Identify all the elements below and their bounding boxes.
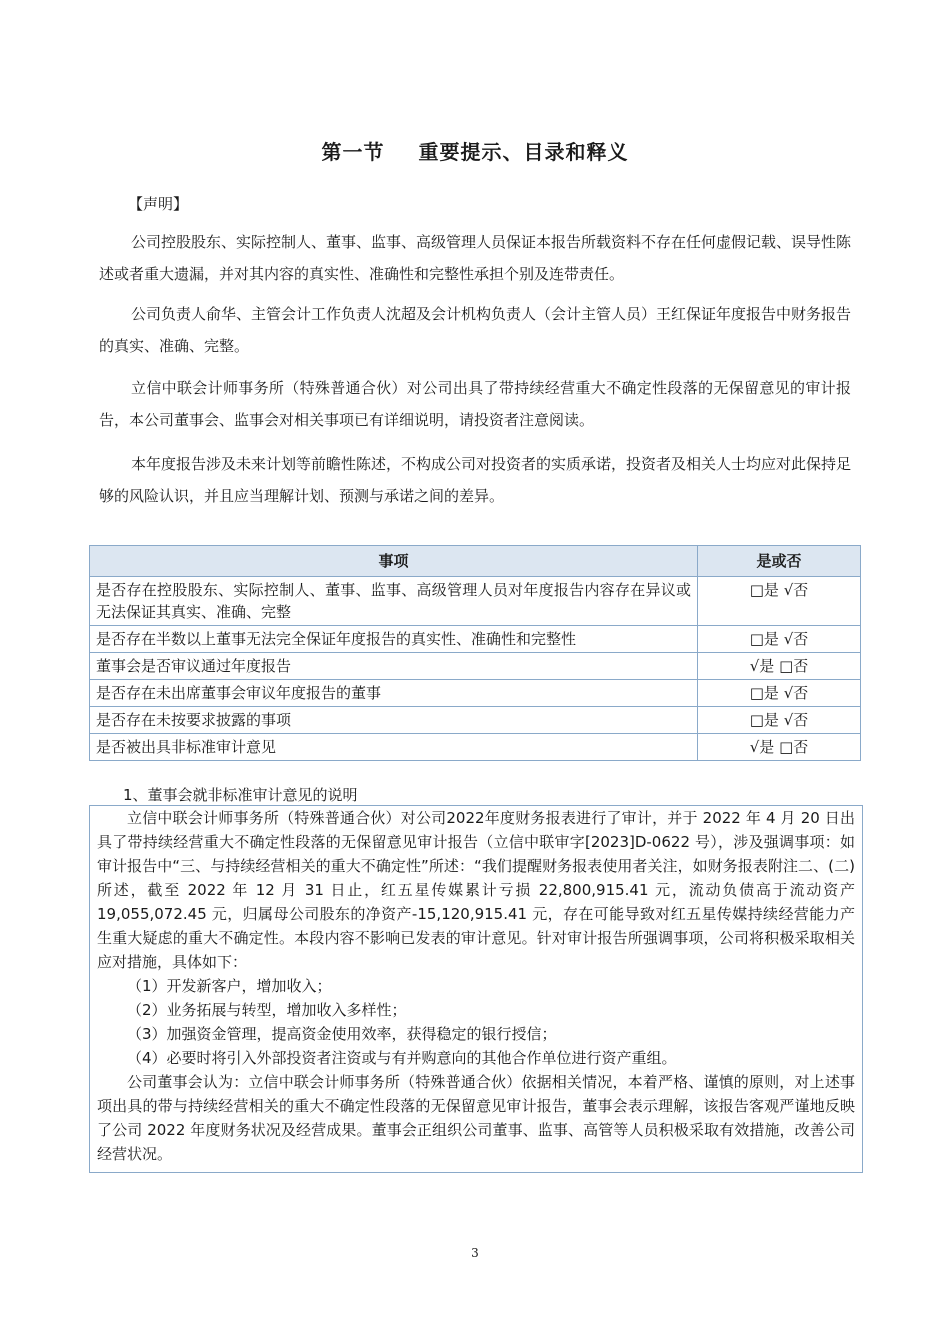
table-cell-answer: √是 □否 [698,734,861,761]
page-number: 3 [471,1246,479,1260]
table-row [90,707,861,734]
table-row [90,577,861,626]
table-cell-answer: □是 √否 [698,707,861,734]
column-header-answer: 是或否 [698,546,861,577]
note-conclusion-paragraph: 公司董事会认为：立信中联会计师事务所（特殊普通合伙）依据相关情况，本着严格、谨慎的原则，对上述事项出具的带与持续经营相关的重大不确定性段落的无保留意见审计报告，董事会表示理解，该报告客观严谨地反映了公司 2022 年度财务状况及经营成果。董事会正组织公司董事、监事、高管等人员积极采取有效措施，改善公司经营状况。 [97,1073,855,1163]
table-cell-answer: □是 √否 [698,680,861,707]
table-cell-item: 是否存在未按要求披露的事项 [90,707,698,734]
section-title [0,136,950,165]
audit-opinion-note-box [89,805,863,1173]
declaration-paragraph-2: 公司负责人俞华、主管会计工作负责人沈超及会计机构负责人（会计主管人员）王红保证年度报告中财务报告的真实、准确、完整。 [99,305,852,355]
note-measure-item: （2）业务拓展与转型，增加收入多样性； [127,1001,407,1019]
column-header-item: 事项 [90,546,698,577]
section-number: 第一节 [321,140,385,164]
table-cell-item: 董事会是否审议通过年度报告 [90,653,698,680]
declaration-paragraph-1: 公司控股股东、实际控制人、董事、监事、高级管理人员保证本报告所载资料不存在任何虚假记载、误导性陈述或者重大遗漏，并对其内容的真实性、准确性和完整性承担个别及连带责任。 [99,233,852,283]
table-row [90,626,861,653]
declaration-paragraph-4: 本年度报告涉及未来计划等前瞻性陈述，不构成公司对投资者的实质承诺，投资者及相关人士均应对此保持足够的风险认识，并且应当理解计划、预测与承诺之间的差异。 [99,455,852,505]
note-intro-paragraph: 立信中联会计师事务所（特殊普通合伙）对公司2022年度财务报表进行了审计，并于 2022 年 4 月 20 日出具了带持续经营重大不确定性段落的无保留意见审计报告（立信中联审字[2023]D-0622 号），涉及强调事项：如审计报告中“三、与持续经营相关的重大不确定性”所述：“我们提醒财务报表使用者关注，如财务报表附注二、(二)所述，截至 2022 年 12 月 31 日止，红五星传媒累计亏损 22,800,915.41 元，流动负债高于流动资产 19,055,072.45 元，归属母公司股东的净资产-15,120,915.41 元，存在可能导致对红五星传媒持续经营能力产生重大疑虑的重大不确定性。本段内容不影响已发表的审计意见。针对审计报告所强调事项，公司将积极采取相关应对措施，具体如下： [97,809,855,971]
table-cell-answer: □是 √否 [698,577,861,626]
note-measure-item: （4）必要时将引入外部投资者注资或与有并购意向的其他合作单位进行资产重组。 [127,1049,677,1067]
note-measure-item: （1）开发新客户，增加收入； [127,977,332,995]
note-measure-item: （3）加强资金管理，提高资金使用效率，获得稳定的银行授信； [127,1025,557,1043]
confirmation-table [89,545,861,761]
declaration-heading: 【声明】 [128,195,189,213]
table-row [90,653,861,680]
declaration-paragraph-3: 立信中联会计师事务所（特殊普通合伙）对公司出具了带持续经营重大不确定性段落的无保留意见的审计报告，本公司董事会、监事会对相关事项已有详细说明，请投资者注意阅读。 [99,379,851,429]
section-heading: 重要提示、目录和释义 [418,140,629,164]
table-row [90,734,861,761]
table-cell-item: 是否存在半数以上董事无法完全保证年度报告的真实性、准确性和完整性 [90,626,698,653]
table-cell-item: 是否被出具非标准审计意见 [90,734,698,761]
note-heading: 1、董事会就非标准审计意见的说明 [123,786,358,804]
table-header-row [90,546,861,577]
table-cell-answer: □是 √否 [698,626,861,653]
table-cell-answer: √是 □否 [698,653,861,680]
table-row [90,680,861,707]
table-cell-item: 是否存在控股股东、实际控制人、董事、监事、高级管理人员对年度报告内容存在异议或无法保证其真实、准确、完整 [90,577,698,626]
table-cell-item: 是否存在未出席董事会审议年度报告的董事 [90,680,698,707]
